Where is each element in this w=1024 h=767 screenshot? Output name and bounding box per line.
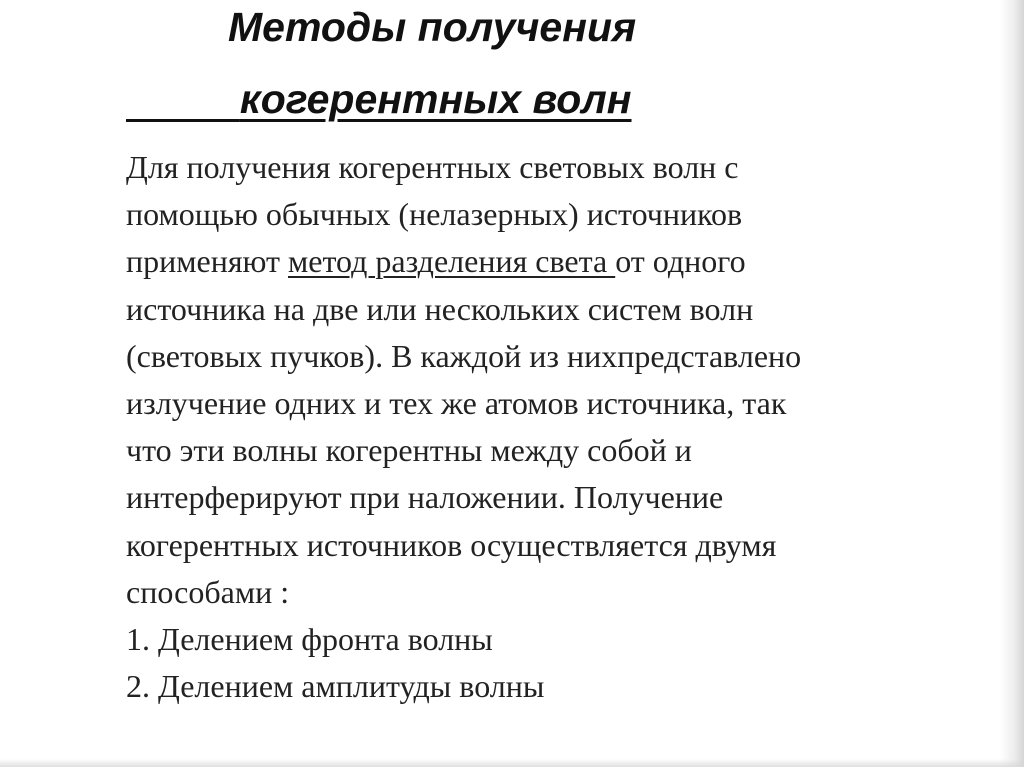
- emphasized-term: метод разделения света: [288, 243, 616, 280]
- paragraph-line: интерферируют при наложении. Получение: [126, 479, 724, 516]
- paragraph-line: способами :: [126, 573, 290, 610]
- title-underline-padding: [126, 76, 240, 122]
- page-edge-shadow-bottom: [0, 759, 1024, 767]
- paragraph-line: Для получения когерентных световых волн с: [126, 149, 739, 185]
- method-item-1: 1. Делением фронта волны: [126, 621, 493, 658]
- body-paragraph: [126, 144, 986, 710]
- paragraph-text: от одного: [615, 243, 746, 280]
- title-line-2-text: когерентных волн: [239, 76, 632, 122]
- method-item-2: 2. Делением амплитуды волны: [126, 668, 545, 705]
- paragraph-line: излучение одних и тех же атомов источника, так: [126, 385, 787, 422]
- paragraph-line: когерентных источников осуществляется двумя: [126, 526, 777, 563]
- paragraph-line: источника на две или нескольких систем волн: [126, 290, 754, 327]
- paragraph-line: помощью обычных (нелазерных) источников: [126, 196, 743, 233]
- paragraph-line: (световых пучков). В каждой из нихпредставлено: [126, 337, 802, 374]
- paragraph-line: что эти волны когерентны между собой и: [126, 432, 692, 469]
- page-edge-shadow-right: [1000, 0, 1024, 767]
- paragraph-line: [126, 238, 986, 285]
- slide-title-line-1: Методы получения: [228, 4, 637, 50]
- slide-title-line-2: [126, 72, 632, 126]
- paragraph-text: применяют: [126, 243, 289, 280]
